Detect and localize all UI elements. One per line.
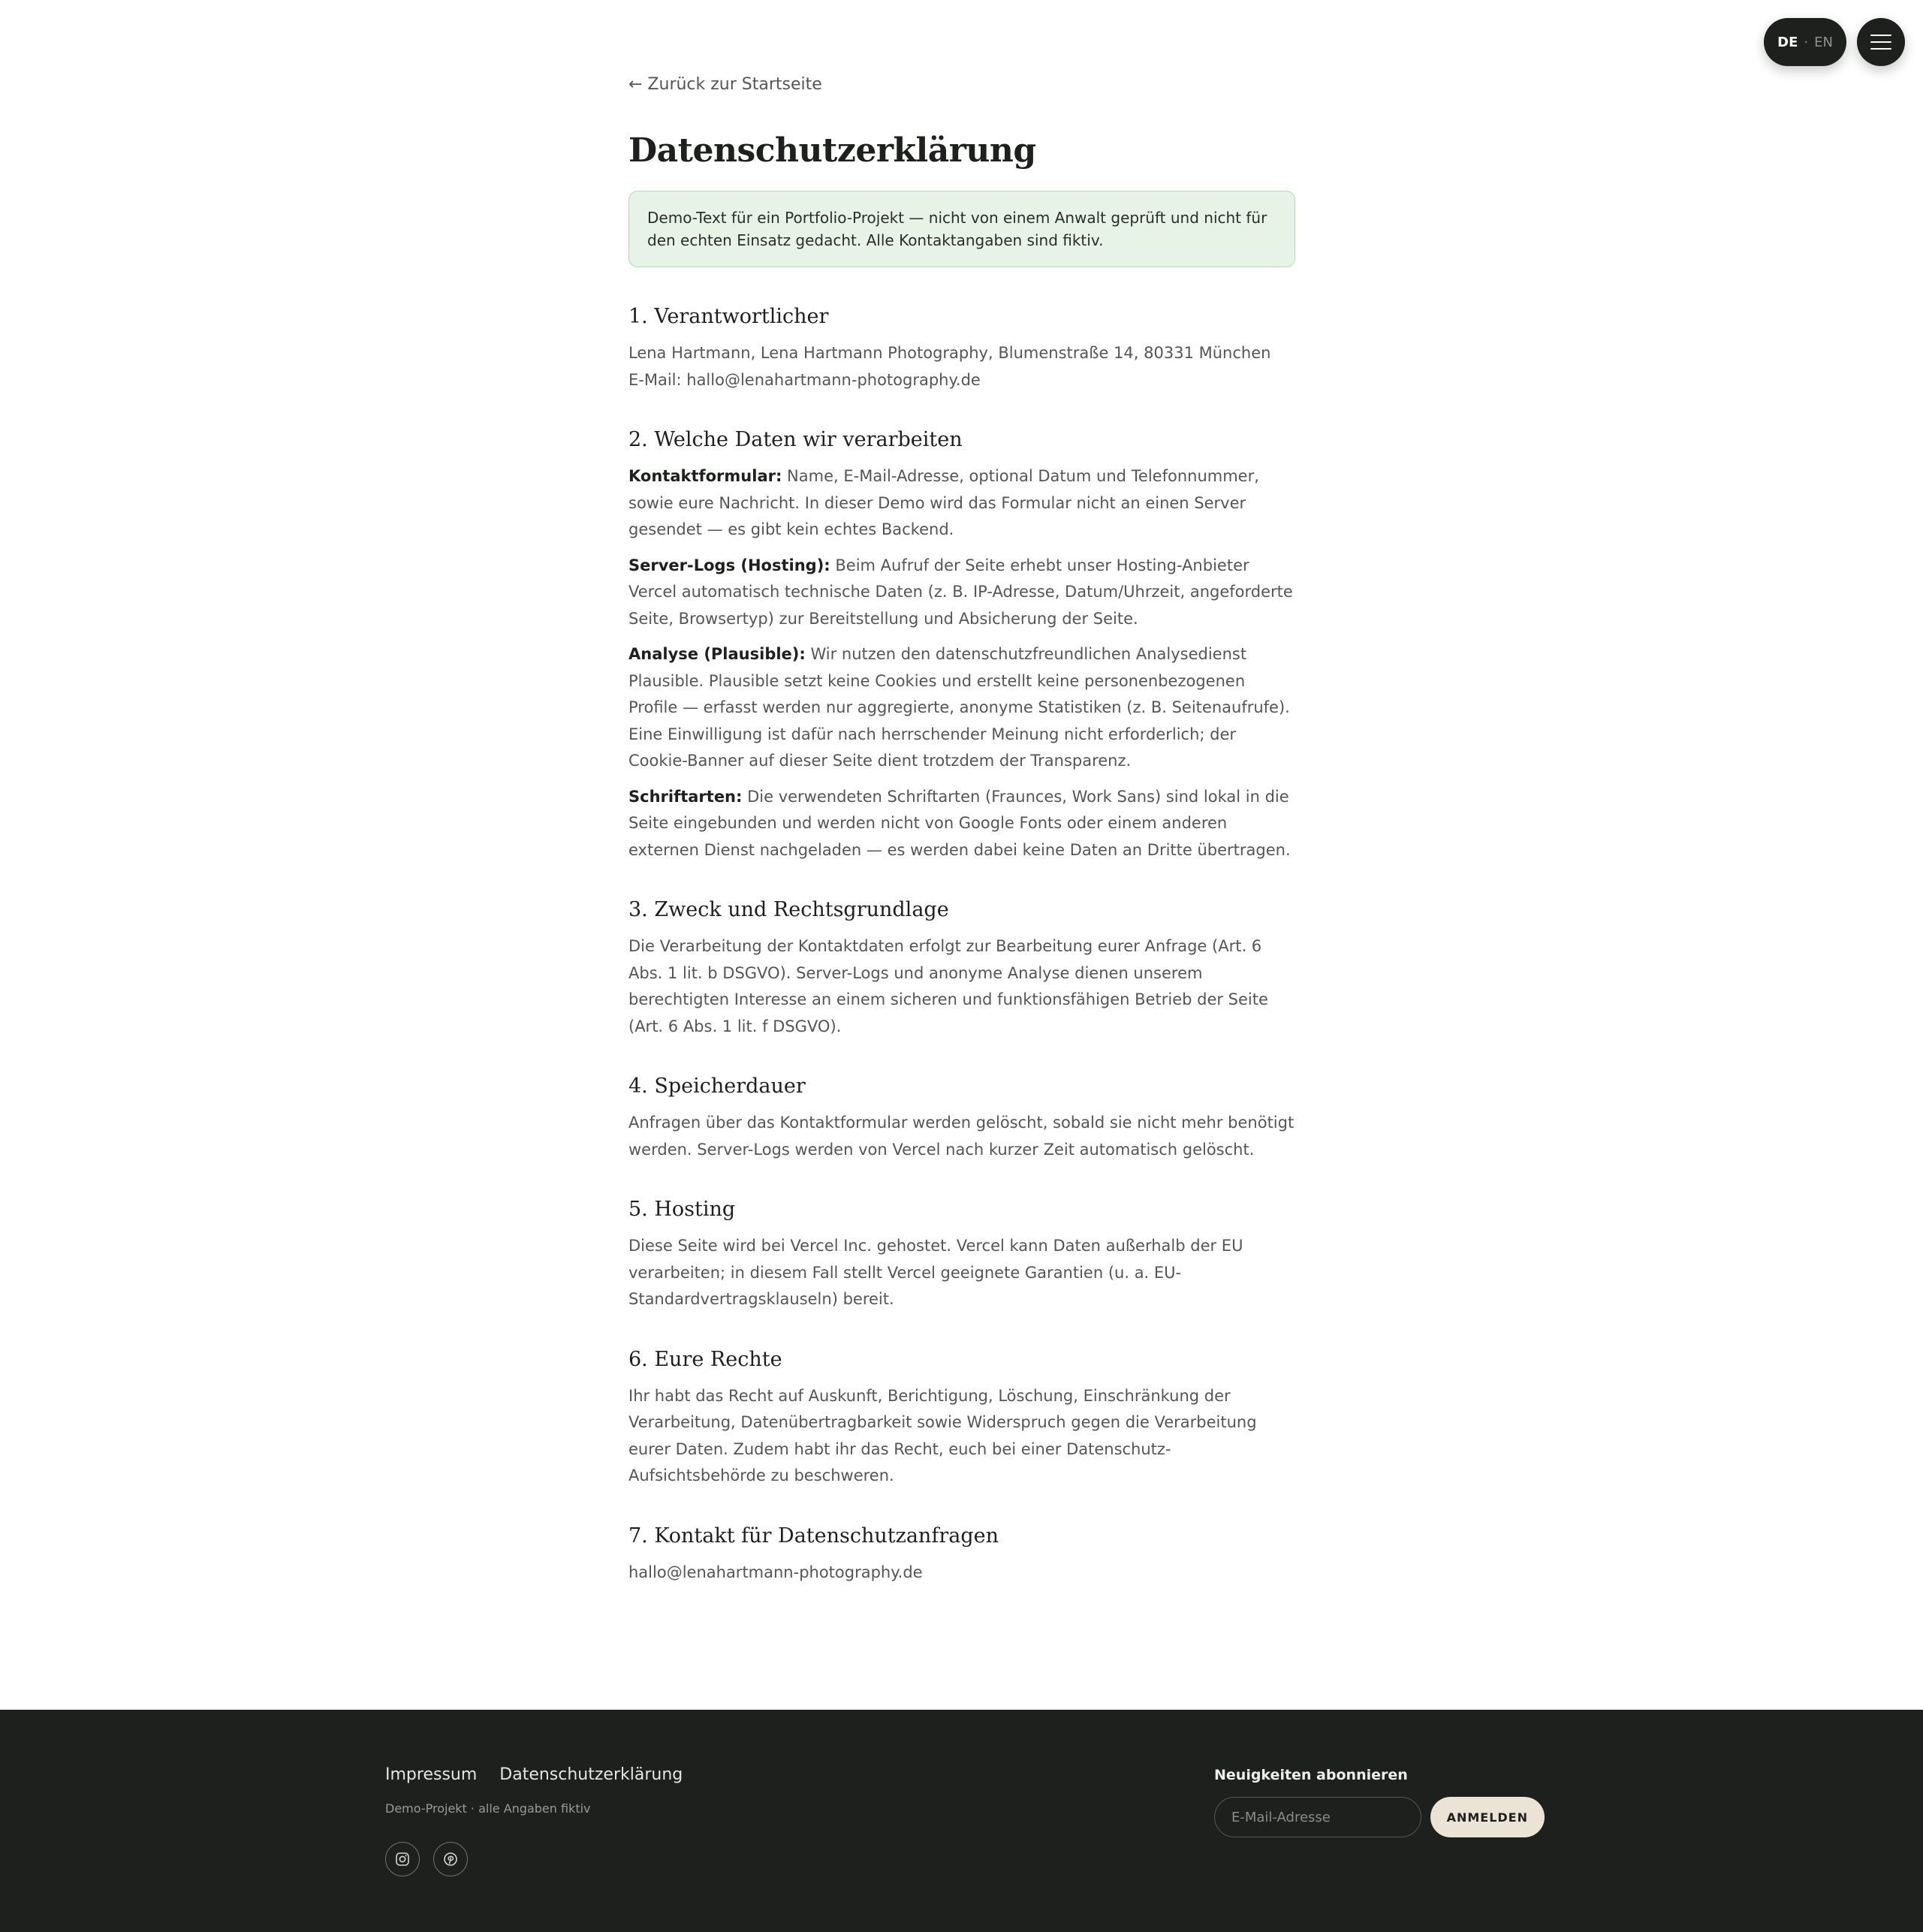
section-data-processed	[628, 428, 1295, 864]
section-heading: 4. Speicherdauer	[628, 1075, 806, 1098]
section-heading: 1. Verantwortlicher	[628, 305, 829, 328]
item-label: Schriftarten:	[628, 787, 743, 806]
data-item-fonts	[628, 784, 1295, 864]
hamburger-icon	[1870, 35, 1891, 36]
section-text: Die Verarbeitung der Kontaktdaten erfolgt zur Bearbeitung eurer Anfrage (Art. 6 Abs. 1 lit. b DSGVO). Server-Logs und anonyme Analyse dienen unserem berechtigten Interesse an einem sicheren und funktionsfähigen Betrieb der Seite (Art. 6 Abs. 1 lit. f DSGVO).	[628, 937, 1268, 1035]
section-heading: 2. Welche Daten wir verarbeiten	[628, 428, 963, 451]
lang-option-en[interactable]: EN	[1814, 34, 1833, 50]
page-title: Datenschutzerklärung	[628, 131, 1036, 170]
section-text: Anfragen über das Kontaktformular werden gelöscht, sobald sie nicht mehr benötigt werden. Server-Logs werden von Vercel nach kurzer Zeit automatisch gelöscht.	[628, 1114, 1295, 1159]
item-text: Name, E-Mail-Adresse, optional Datum und Telefonnummer, sowie eure Nachricht. In dieser Demo wird das Formular nicht an einen Server gesendet — es gibt kein echtes Backend.	[628, 467, 1259, 538]
newsletter-signup	[1214, 1767, 1545, 1837]
section-controller	[628, 305, 1295, 393]
section-rights	[628, 1348, 1295, 1490]
controller-email: E-Mail: hallo@lenahartmann-photography.de	[628, 370, 981, 389]
data-item-analytics	[628, 641, 1295, 775]
item-label: Server-Logs (Hosting):	[628, 556, 830, 574]
section-heading: 3. Zweck und Rechtsgrundlage	[628, 898, 949, 921]
privacy-contact-email: hallo@lenahartmann-photography.de	[628, 1563, 923, 1581]
instagram-icon[interactable]	[385, 1842, 420, 1876]
footer-nav	[385, 1765, 683, 1784]
newsletter-form	[1214, 1797, 1545, 1837]
item-text: Beim Aufruf der Seite erhebt unser Hosting-Anbieter Vercel automatisch technische Daten (z. B. IP-Adresse, Datum/Uhrzeit, angeforderte Seite, Browsertyp) zur Bereitstellung und Absicherung der Seite.	[628, 556, 1293, 628]
top-controls	[1764, 18, 1905, 66]
subscribe-button[interactable]: ANMELDEN	[1430, 1797, 1545, 1837]
footer-link-privacy[interactable]: Datenschutzerklärung	[499, 1765, 683, 1784]
section-text: Ihr habt das Recht auf Auskunft, Berichtigung, Löschung, Einschränkung der Verarbeitung, Datenübertragbarkeit sowie Widerspruch gegen die Verarbeitung eurer Daten. Zudem habt ihr das Recht, euch bei einer Datenschutz-Aufsichtsbehörde zu beschweren.	[628, 1386, 1257, 1484]
section-text	[628, 340, 1295, 393]
section-heading: 5. Hosting	[628, 1198, 736, 1221]
site-footer	[0, 1710, 1923, 1932]
item-text: Die verwendeten Schriftarten (Fraunces, Work Sans) sind lokal in die Seite eingebunden und werden nicht von Google Fonts oder einem anderen externen Dienst nachgeladen — es werden dabei keine Daten an Dritte übertragen.	[628, 787, 1291, 859]
item-label: Analyse (Plausible):	[628, 645, 806, 663]
main-content	[628, 75, 1295, 1620]
item-label: Kontaktformular:	[628, 467, 782, 485]
footer-link-impressum[interactable]: Impressum	[385, 1765, 478, 1784]
hamburger-icon	[1870, 41, 1891, 43]
data-item-server-logs	[628, 553, 1295, 633]
language-switch[interactable]	[1764, 18, 1846, 66]
section-heading: 7. Kontakt für Datenschutzanfragen	[628, 1524, 999, 1548]
section-heading: 6. Eure Rechte	[628, 1347, 782, 1371]
section-hosting	[628, 1198, 1295, 1313]
menu-button[interactable]	[1857, 18, 1905, 66]
controller-address: Lena Hartmann, Lena Hartmann Photography, Blumenstraße 14, 80331 München	[628, 344, 1271, 362]
section-privacy-contact	[628, 1524, 1295, 1587]
hamburger-icon	[1870, 48, 1891, 50]
item-text: Wir nutzen den datenschutzfreundlichen Analysedienst Plausible. Plausible setzt keine Cookies und erstellt keine personenbezogenen Profile — erfasst werden nur aggregierte, anonyme Statistiken (z. B. Seitenaufrufe). Eine Einwilligung ist dafür nach herrschender Meinung nicht erforderlich; der Cookie-Banner auf dieser Seite dient trotzdem der Transparenz.	[628, 645, 1290, 770]
pinterest-icon[interactable]	[433, 1842, 468, 1876]
data-item-contact-form	[628, 463, 1295, 544]
newsletter-email-input[interactable]	[1214, 1797, 1421, 1837]
section-retention	[628, 1075, 1295, 1163]
social-links	[385, 1842, 468, 1876]
section-purpose	[628, 898, 1295, 1040]
footer-note: Demo-Projekt · alle Angaben fiktiv	[385, 1801, 591, 1816]
lang-option-de[interactable]: DE	[1777, 34, 1798, 50]
newsletter-title: Neuigkeiten abonnieren	[1214, 1767, 1408, 1783]
section-text: Diese Seite wird bei Vercel Inc. gehostet. Vercel kann Daten außerhalb der EU verarbeiten; in diesem Fall stellt Vercel geeignete Garantien (u. a. EU-Standardvertragsklauseln) bereit.	[628, 1237, 1243, 1308]
demo-notice: Demo-Text für ein Portfolio-Projekt — nicht von einem Anwalt geprüft und nicht für den echten Einsatz gedacht. Alle Kontaktangaben sind fiktiv.	[628, 191, 1295, 267]
lang-separator: ·	[1804, 34, 1809, 50]
back-to-home-link[interactable]: ← Zurück zur Startseite	[628, 75, 822, 94]
